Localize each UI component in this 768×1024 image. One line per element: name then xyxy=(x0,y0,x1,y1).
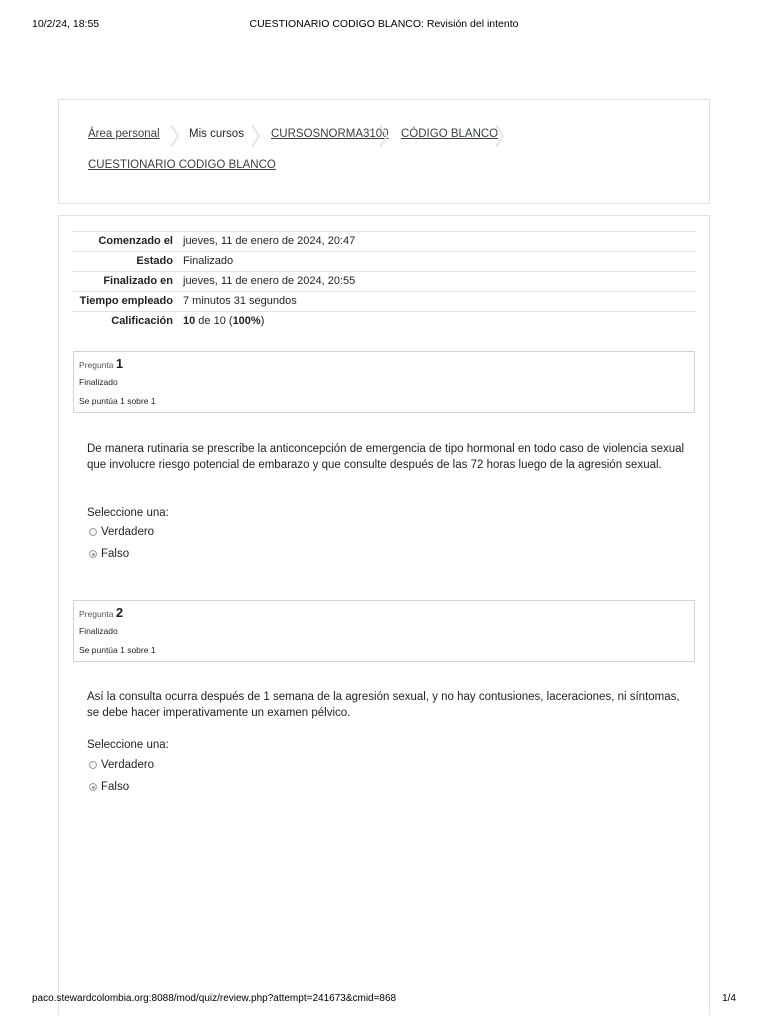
question-number-value: 2 xyxy=(115,605,124,620)
question-state: Finalizado xyxy=(79,377,118,387)
summary-row-grade xyxy=(73,312,695,332)
breadcrumb-area-personal[interactable]: Área personal xyxy=(88,128,160,140)
summary-label: Estado xyxy=(136,255,173,267)
breadcrumb-separator-icon xyxy=(171,125,179,147)
breadcrumb-section[interactable]: CÓDIGO BLANCO xyxy=(401,128,499,140)
summary-row-started xyxy=(73,232,695,252)
answer-option-label: Verdadero xyxy=(101,759,155,771)
summary-value: jueves, 11 de enero de 2024, 20:55 xyxy=(183,275,356,287)
question-prefix: Pregunta xyxy=(79,609,114,619)
print-page-count: 1/4 xyxy=(722,993,736,1004)
answer-option[interactable] xyxy=(89,781,129,795)
summary-label: Finalizado en xyxy=(103,275,173,287)
breadcrumb-panel xyxy=(58,99,710,204)
answer-option[interactable] xyxy=(89,526,154,540)
answer-option-label: Verdadero xyxy=(101,526,155,538)
question-text: De manera rutinaria se prescribe la anticoncepción de emergencia de tipo hormonal en todo caso de violencia sexual que involucre riesgo potencial de embarazo y que consulte después de las 72 horas luego de la agresión sexual. xyxy=(87,443,685,471)
radio-unchecked-icon[interactable] xyxy=(89,761,97,769)
print-date: 10/2/24, 18:55 xyxy=(32,18,100,30)
summary-label: Calificación xyxy=(111,315,173,327)
summary-row-state xyxy=(73,252,695,272)
question-text: Así la consulta ocurra después de 1 semana de la agresión sexual, y no hay contusiones, laceraciones, ni síntomas, se debe hacer imperativamente un examen pélvico. xyxy=(87,691,680,719)
question-number-value: 1 xyxy=(115,356,124,371)
summary-row-completed xyxy=(73,272,695,292)
breadcrumb-separator-icon xyxy=(496,125,504,147)
question-info xyxy=(73,351,695,413)
summary-value: 7 minutos 31 segundos xyxy=(183,295,297,307)
attempt-summary-table xyxy=(73,231,695,331)
grade-percent: 100% xyxy=(232,315,261,327)
summary-row-time-taken xyxy=(73,292,695,312)
question-info xyxy=(73,600,695,662)
quiz-review-panel xyxy=(58,215,710,1015)
answer-prompt: Seleccione una: xyxy=(87,507,169,519)
breadcrumb-separator-icon xyxy=(380,125,388,147)
radio-checked-icon[interactable] xyxy=(89,550,97,558)
question-grade: Se puntúa 1 sobre 1 xyxy=(79,396,156,406)
print-header xyxy=(32,18,736,32)
print-title: CUESTIONARIO CODIGO BLANCO: Revisión del intento xyxy=(249,18,519,30)
summary-value: jueves, 11 de enero de 2024, 20:47 xyxy=(183,235,356,247)
grade-close: ) xyxy=(260,315,265,327)
question-grade: Se puntúa 1 sobre 1 xyxy=(79,645,156,655)
answer-option[interactable] xyxy=(89,759,154,773)
answer-option-label: Falso xyxy=(101,548,130,560)
breadcrumb-separator-icon xyxy=(252,125,260,147)
breadcrumb-course[interactable]: CURSOSNORMA3100 xyxy=(271,128,389,140)
radio-unchecked-icon[interactable] xyxy=(89,528,97,536)
summary-value xyxy=(179,312,695,332)
summary-label: Tiempo empleado xyxy=(79,295,173,307)
answer-option[interactable] xyxy=(89,548,129,562)
print-footer xyxy=(32,993,736,1007)
question-state: Finalizado xyxy=(79,626,118,636)
question-number xyxy=(79,605,123,620)
print-url: paco.stewardcolombia.org:8088/mod/quiz/review.php?attempt=241673&cmid=868 xyxy=(32,993,397,1004)
summary-label: Comenzado el xyxy=(98,235,173,247)
breadcrumb-quiz[interactable]: CUESTIONARIO CODIGO BLANCO xyxy=(88,159,276,171)
grade-out-of: de 10 ( xyxy=(195,315,233,327)
answer-prompt: Seleccione una: xyxy=(87,739,169,751)
grade-score: 10 xyxy=(183,315,196,327)
question-prefix: Pregunta xyxy=(79,360,114,370)
answer-option-label: Falso xyxy=(101,781,130,793)
summary-value: Finalizado xyxy=(183,255,234,267)
breadcrumb-mis-cursos[interactable]: Mis cursos xyxy=(189,128,244,140)
radio-checked-icon[interactable] xyxy=(89,783,97,791)
question-number xyxy=(79,356,123,371)
